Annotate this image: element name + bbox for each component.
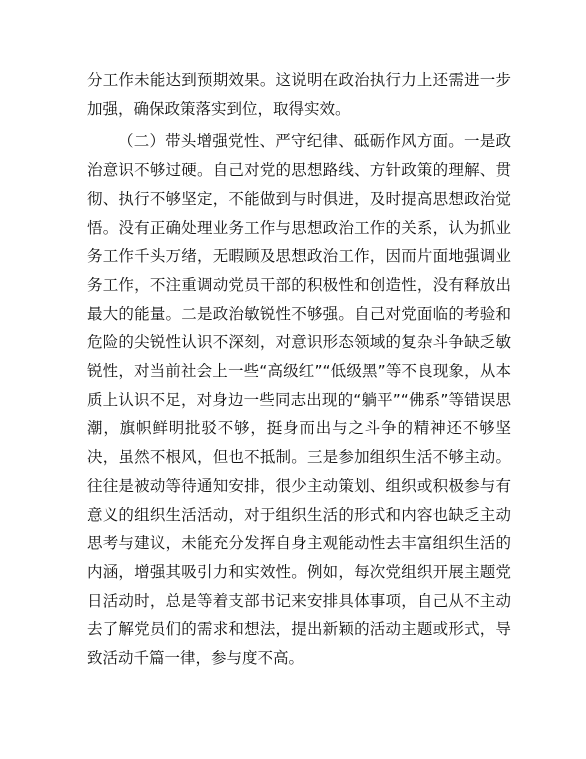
paragraph-continuation: 分工作未能达到预期效果。这说明在政治执行力上还需进一步加强，确保政策落实到位，取得实效。 <box>87 71 511 118</box>
paragraph-section-two: （二）带头增强党性、严守纪律、砥砺作风方面。一是政治意识不够过硬。自己对党的思想路线、方针政策的理解、贯彻、执行不够坚定，不能做到与时俱进，及时提高思想政治觉悟。没有正确处理业务工作与思想政治工作的关系，认为抓业务工作千头万绪，无暇顾及思想政治工作，因而片面地强调业务工作，不注重调动党员干部的积极性和创造性，没有释放出最大的能量。二是政治敏锐性不够强。自己对党面临的考验和危险的尖锐性认识不深刻，对意识形态领域的复杂斗争缺乏敏锐性，对当前社会上一些“高级红”“低级黑”等不良现象，从本质上认识不足，对身边一些同志出现的“躺平”“佛系”等错误思潮，旗帜鲜明批驳不够，挺身而出与之斗争的精神还不够坚决，虽然不根风，但也不抵制。三是参加组织生活不够主动。往往是被动等待通知安排，很少主动策划、组织或积极参与有意义的组织生活活动，对于组织生活的形式和内容也缺乏主动思考与建议，未能充分发挥自身主观能动性去丰富组织生活的内涵，增强其吸引力和实效性。例如，每次党组织开展主题党日活动时，总是等着支部书记来安排具体事项，自己从不主动去了解党员们的需求和想法，提出新颖的活动主题或形式，导致活动千篇一律，参与度不高。 <box>87 132 511 668</box>
document-body <box>87 66 511 673</box>
